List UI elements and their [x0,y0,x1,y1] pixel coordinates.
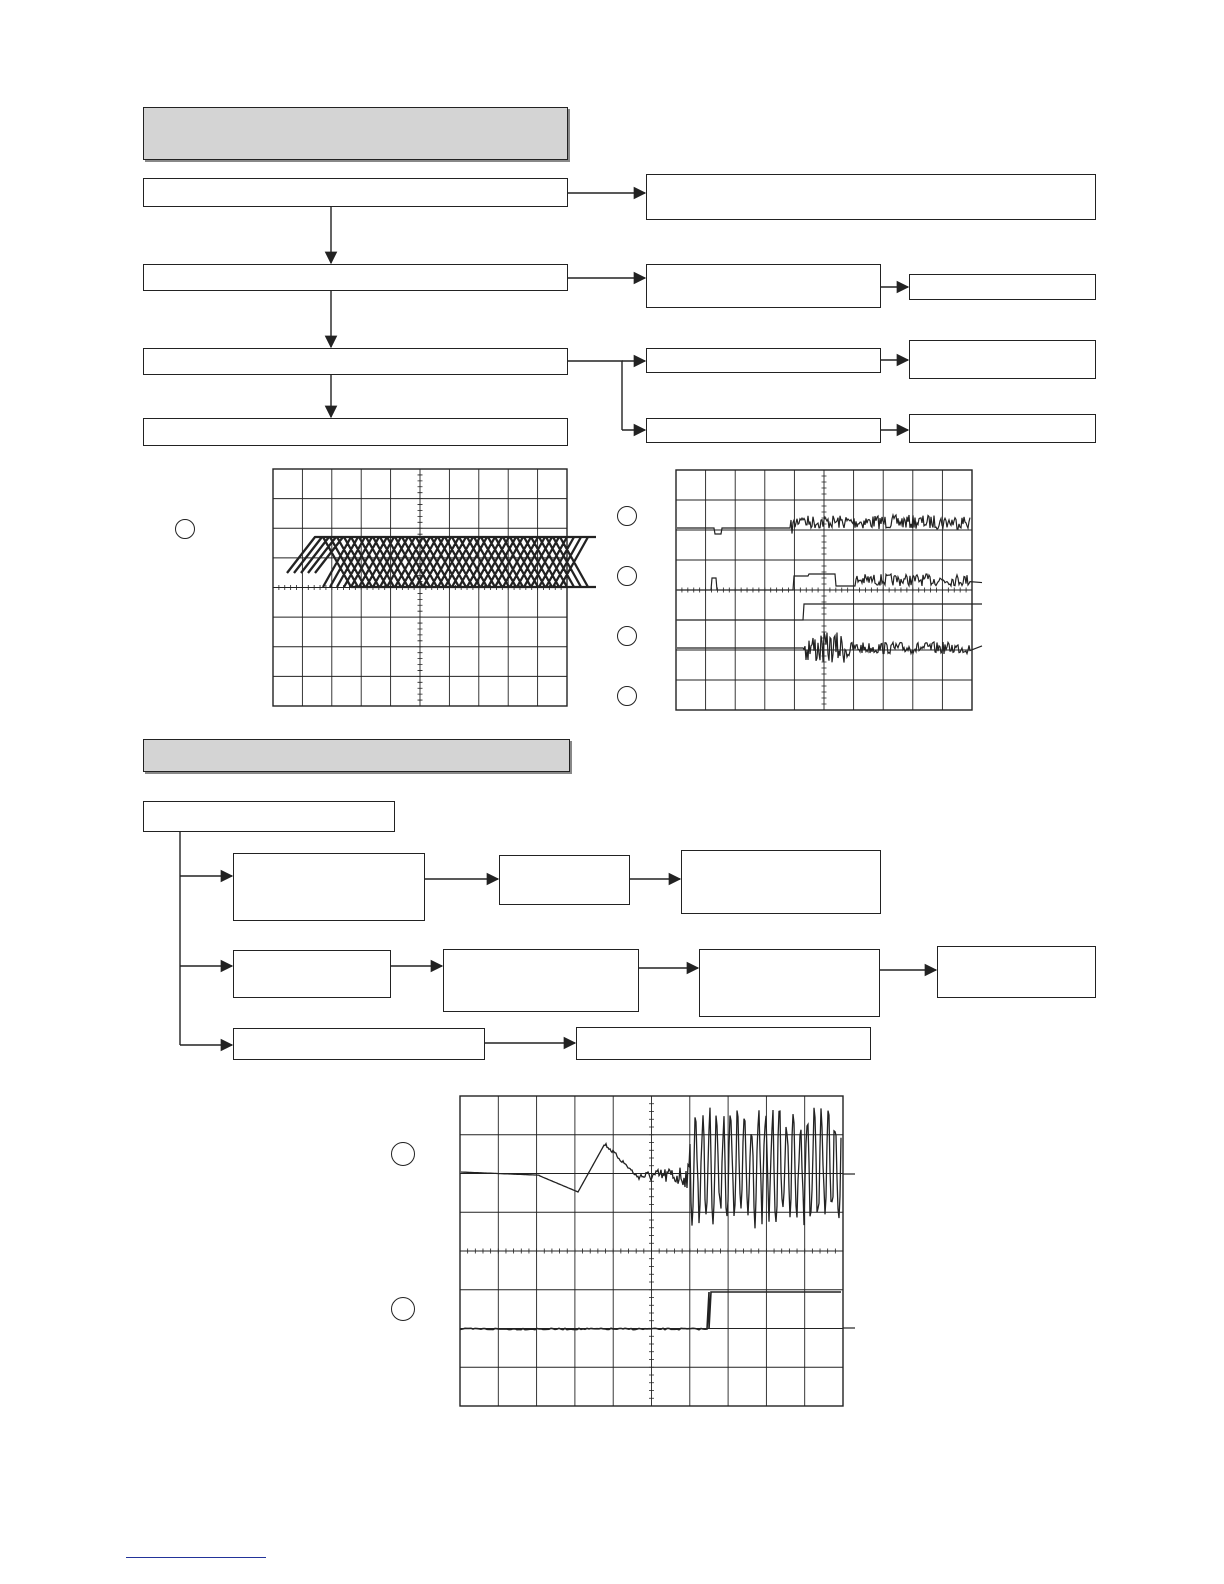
footer-rule [126,1557,266,1558]
scope2-marker-3 [617,626,637,646]
scope3-marker-1 [391,1142,415,1166]
scope1-marker-1 [175,519,195,539]
branch-3 [568,361,622,430]
scope3-marker-2 [391,1297,415,1321]
scope3-screen [460,1096,843,1406]
scope2-marker-2 [617,566,637,586]
scope2-screen [676,470,972,710]
scope2-marker-1 [617,506,637,526]
scope1-screen [273,469,567,706]
scope2-marker-4 [617,686,637,706]
